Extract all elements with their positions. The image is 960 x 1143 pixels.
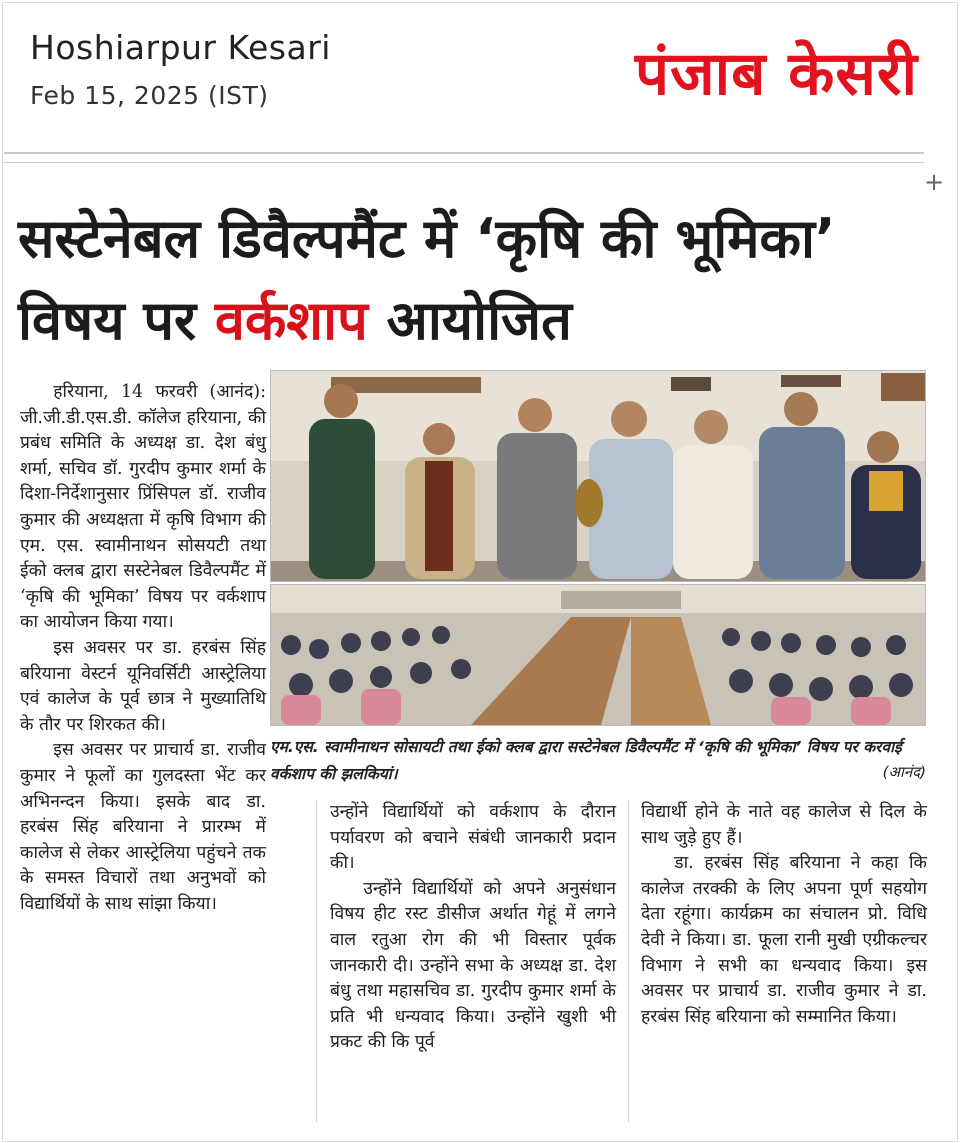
workshop-hall-photo	[270, 584, 926, 726]
paragraph: डा. हरबंस सिंह बरियाना ने कहा कि कालेज तरक्की के लिए अपना पूर्ण सहयोग देता रहूंगा। कार्यक्रम का संचालन प्रो. विधि देवी ने किया। डा. फूला रानी मुखी एग्रीकल्चर विभाग ने सभी का धन्यवाद किया। इस अवसर पर प्राचार्य डा. राजीव कुमार ने डा. हरबंस सिंह बरियाना को सम्मानित किया।	[641, 853, 927, 1027]
header-rule	[4, 152, 924, 154]
headline-highlight: वर्कशाप	[214, 289, 368, 352]
paragraph: उन्होंने विद्यार्थियों को वर्कशाप के दौरान पर्यावरण को बचाने संबंधी जानकारी प्रदान की।	[330, 802, 616, 874]
source-header	[30, 28, 331, 110]
photo-credit: (आनंद)	[882, 763, 926, 781]
group-photo-illustration	[271, 371, 925, 581]
headline-part-1: सस्टेनेबल डिवैल्पमैंट में ‘कृषि की भूमिका’ विषय पर	[18, 207, 836, 352]
headline-part-2: आयोजित	[367, 289, 572, 352]
paragraph: विद्यार्थी होने के नाते वह कालेज से दिल के साथ जुड़े हुए हैं।	[641, 802, 927, 848]
column-divider	[628, 800, 629, 1122]
workshop-hall-illustration	[271, 585, 925, 725]
photo-caption: एम.एस. स्वामीनाथन सोसायटी तथा ईको क्लब द्वारा सस्टेनेबल डिवैल्पमैंट में ‘कृषि की भूमिका’ विषय पर करवाई वर्कशाप की झलकियां।	[270, 738, 902, 783]
column-divider	[316, 800, 317, 1122]
publication-date: Feb 15, 2025 (IST)	[30, 81, 269, 110]
group-photo	[270, 370, 926, 582]
article-column-2	[330, 800, 616, 1056]
paragraph: उन्होंने विद्यार्थियों को अपने अनुसंधान विषय हीट रस्ट डीसीज अर्थात गेहूं में लगने वाल रतुआ रोग की भी विस्तार पूर्वक जानकारी दी। उन्होंने सभा के अध्यक्ष डा. देश बंधु तथा महासचिव डा. गुरदीप कुमार शर्मा के प्रति भी धन्यवाद किया। उन्होंने खुशी भी प्रकट की कि पूर्व	[330, 878, 616, 1053]
header-rule-thin	[4, 162, 924, 163]
source-name: Hoshiarpur Kesari	[30, 28, 331, 67]
paragraph: इस अवसर पर प्राचार्य डा. राजीव कुमार ने फूलों का गुलदस्ता भेंट कर अभिनन्दन किया। इसके बाद डा. हरबंस सिंह बरियाना ने प्रारम्भ में कालेज से लेकर आस्ट्रेलिया पहुंचने तक के समस्त विचारों तथा अनुभवों को विद्यार्थियों के साथ सांझा किया।	[20, 740, 266, 914]
paragraph: हरियाना, 14 फरवरी (आनंद): जी.जी.डी.एस.डी. कॉलेज हरियाना, की प्रबंध समिति के अध्यक्ष डा. देश बंधु शर्मा, सचिव डॉ. गुरदीप कुमार शर्मा के दिशा-निर्देशानुसार प्रिंसिपल डॉ. राजीव कुमार की अध्यक्षता में कृषि विभाग की एम. एस. स्वामीनाथन सोसयटी तथा ईको क्लब द्वारा सस्टेनेबल डिवैल्पमैंट में ‘कृषि की भूमिका’ विषय पर वर्कशाप का आयोजन किया गया।	[20, 382, 266, 633]
paragraph: इस अवसर पर डा. हरबंस सिंह बरियाना वेस्टर्न यूनिवर्सिटी आस्ट्रेलिया एवं कालेज के पूर्व छात्र ने मुख्यातिथि के तौर पर शिरकत की।	[20, 637, 266, 735]
article-headline	[18, 198, 938, 362]
crop-mark-icon: +	[924, 168, 945, 196]
article-column-3	[641, 800, 927, 1030]
article-column-1	[20, 380, 266, 917]
newspaper-masthead: पंजाब केसरी	[634, 39, 918, 109]
